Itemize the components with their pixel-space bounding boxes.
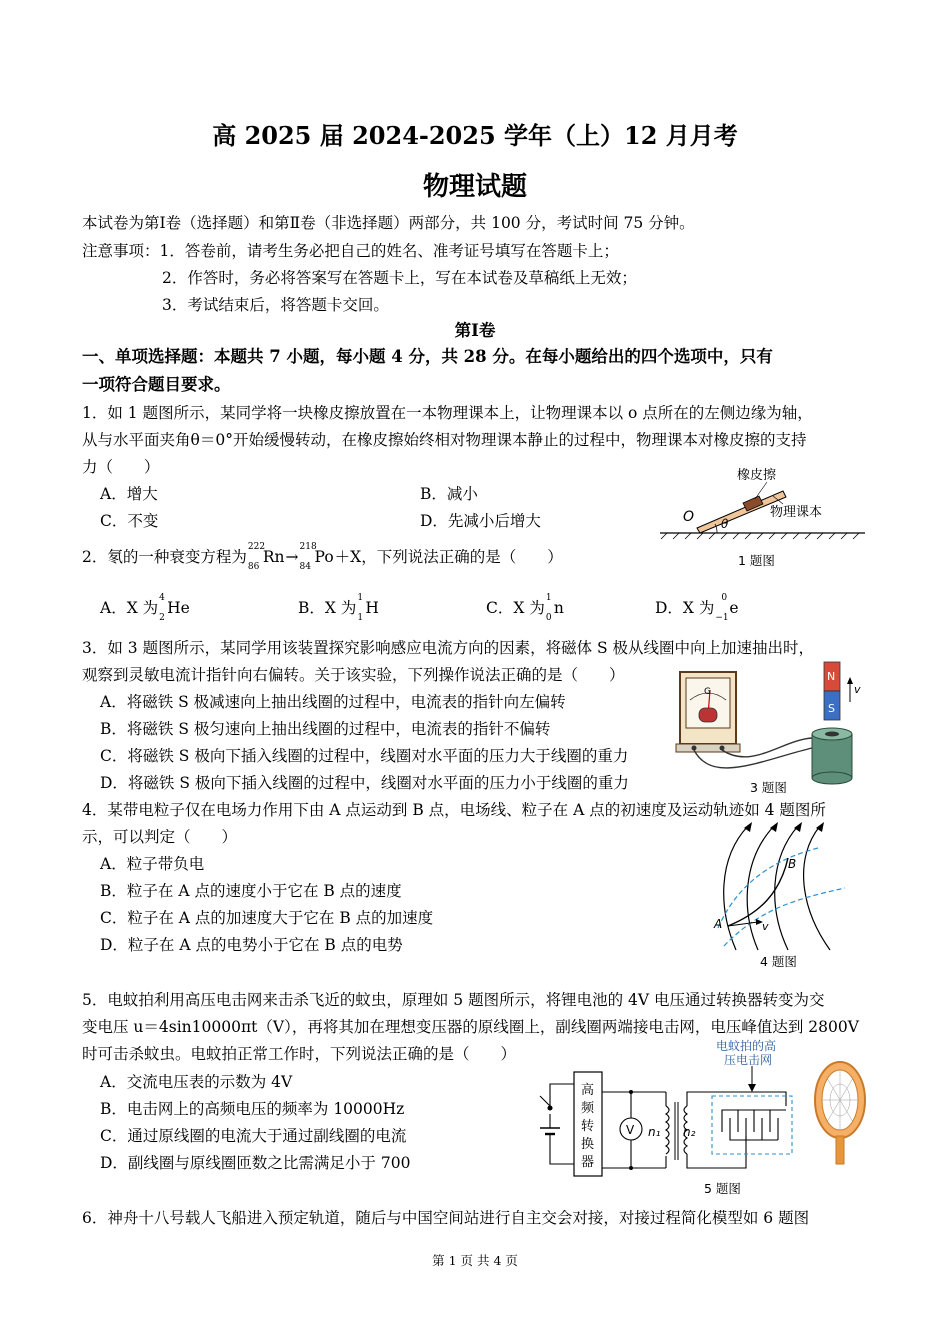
q4-line-2: 示，可以判定（ ）: [82, 828, 238, 846]
q3-caption: 3 题图: [750, 780, 787, 795]
label-n2: n₂: [683, 1125, 696, 1139]
eraser: [743, 496, 763, 511]
note-1: 1．答卷前，请考生务必把自己的姓名、准考证号填写在答题卡上；: [159, 242, 619, 260]
net-label-1: 电蚊拍的高: [716, 1039, 777, 1053]
notes-label: 注意事项：: [82, 242, 160, 260]
q2-suffix: ＋X，下列说法正确的是（ ）: [334, 548, 563, 566]
q2-option-c: [486, 593, 565, 623]
q2-prefix: 2．氡的一种衰变方程为: [82, 548, 247, 566]
label-o: O: [683, 509, 695, 525]
label-v: v: [762, 920, 769, 933]
voltmeter-label: V: [626, 1123, 635, 1137]
page-title: 高 2025 届 2024-2025 学年（上）12 月月考: [212, 121, 738, 150]
q3-option-b: B．将磁铁 S 极匀速向上抽出线圈的过程中，电流表的指针不偏转: [100, 720, 551, 738]
intro-line: 本试卷为第Ⅰ卷（选择题）和第Ⅱ卷（非选择题）两部分，共 100 分，考试时间 75 分钟。: [82, 214, 695, 232]
po-mass: 218: [299, 542, 317, 552]
q4-caption: 4 题图: [760, 954, 797, 969]
po-symbol: Po: [314, 548, 334, 566]
q2-option-a: [100, 593, 191, 623]
terminal: [720, 746, 725, 751]
q5-option-b: B．电击网上的高频电压的频率为 10000Hz: [100, 1100, 405, 1118]
q5-line-3: 时可击杀蚊虫。电蚊拍正常工作时，下列说法正确的是（ ）: [82, 1045, 517, 1063]
option-nuclide: [545, 593, 564, 623]
note-2: 2．作答时，务必将答案写在答题卡上，写在本试卷及草稿纸上无效；: [162, 269, 637, 287]
battery-switch: [540, 1084, 574, 1164]
coil: [812, 734, 852, 778]
mass-number: 1: [545, 593, 552, 603]
q1-option-a: A．增大: [100, 485, 158, 503]
section-heading-2: 一项符合题目要求。: [82, 375, 231, 394]
q4-figure: [700, 818, 860, 974]
label-n1: n₁: [648, 1125, 661, 1139]
option-nuclide: [357, 593, 379, 623]
label-b: B: [788, 857, 797, 871]
coil-bottom: [812, 772, 852, 784]
element-symbol: H: [365, 599, 379, 617]
atomic-number: 0: [545, 613, 552, 623]
q3-option-d: D．将磁铁 S 极向下插入线圈的过程中，线圈对水平面的压力小于线圈的重力: [100, 774, 629, 792]
q4-option-d: D．粒子在 A 点的电势小于它在 B 点的电势: [100, 936, 403, 954]
option-lead: D．X 为: [655, 599, 715, 617]
q4-option-b: B．粒子在 A 点的速度小于它在 B 点的速度: [100, 882, 402, 900]
element-symbol: e: [729, 599, 739, 617]
q1-option-b: B．减小: [420, 485, 478, 503]
converter-char: 器: [581, 1155, 595, 1170]
converter-char: 换: [581, 1137, 595, 1152]
rn-symbol: Rn: [262, 548, 285, 566]
arrow: →: [285, 548, 299, 566]
node: [629, 1166, 633, 1170]
converter-char: 转: [581, 1119, 595, 1134]
net-label-2: 压电击网: [724, 1053, 773, 1067]
q3-line-1: 3．如 3 题图所示，某同学用该装置探究影响感应电流方向的因素，将磁体 S 极从线圈中向上加速抽出时，: [82, 639, 815, 657]
option-nuclide: [159, 593, 190, 623]
q3-option-c: C．将磁铁 S 极向下插入线圈的过程中，线圈对水平面的压力大于线圈的重力: [100, 747, 629, 765]
q3-line-2: 观察到灵敏电流计指针向右偏转。关于该实验，下列操作说法正确的是（ ）: [82, 666, 625, 684]
equipotential-1: [718, 848, 818, 928]
label-n: N: [827, 670, 836, 683]
q1-line-1: 1．如 1 题图所示，某同学将一块橡皮擦放置在一本物理课本上，让物理课本以 o 点所在的左侧边缘为轴，: [82, 404, 813, 422]
racket-handle: [836, 1136, 844, 1164]
secondary-circuit: [684, 1092, 786, 1168]
galvanometer-base: [676, 744, 740, 752]
option-lead: A．X 为: [100, 599, 159, 617]
field-arrowheads: [744, 822, 824, 832]
converter-char: 高: [581, 1083, 595, 1098]
node: [629, 1090, 633, 1094]
po-nuclide: [299, 542, 334, 572]
atomic-number: 1: [357, 613, 364, 623]
label-s: S: [828, 702, 835, 715]
converter-char: 频: [581, 1101, 595, 1116]
q4-line-1: 4．某带电粒子仅在电场力作用下由 A 点运动到 B 点，电场线、粒子在 A 点的初速度及运动轨迹如 4 题图所: [82, 801, 826, 819]
label-theta: θ: [721, 517, 729, 531]
converter-label: [581, 1082, 595, 1170]
q1-line-3: 力（ ）: [82, 458, 160, 476]
q5-option-c: C．通过原线圈的电流大于通过副线圈的电流: [100, 1127, 407, 1145]
q5-option-d: D．副线圈与原线圈匝数之比需满足小于 700: [100, 1154, 411, 1172]
q1-option-c: C．不变: [100, 512, 159, 530]
q1-option-d: D．先减小后增大: [420, 512, 541, 530]
element-symbol: n: [553, 599, 564, 617]
q4-option-c: C．粒子在 A 点的加速度大于它在 B 点的加速度: [100, 909, 434, 927]
q5-line-2: 变电压 u＝4sin10000πt（V），再将其加在理想变压器的原线圈上，副线圈两端接电击网，电压峰值达到 2800V: [82, 1018, 859, 1036]
q2-stem: [82, 542, 563, 572]
label-v: v: [854, 683, 861, 696]
label-book: 物理课本: [770, 505, 823, 520]
q6-line-1: 6．神舟十八号载人飞船进入预定轨道，随后与中国空间站进行自主交会对接，对接过程简化模型如 6 题图: [82, 1209, 810, 1227]
po-z: 84: [299, 562, 311, 572]
page-number: 第 1 页 共 4 页: [432, 1253, 518, 1268]
trajectory: [728, 858, 788, 926]
coil-hole: [825, 732, 839, 737]
page-subtitle: 物理试题: [422, 172, 527, 202]
note-3: 3．考试结束后，将答题卡交回。: [162, 296, 389, 314]
ground-hatch: [661, 533, 859, 539]
option-nuclide: [715, 593, 739, 623]
q3-option-a: A．将磁铁 S 极减速向上抽出线圈的过程中，电流表的指针向左偏转: [100, 693, 566, 711]
section-label: 第Ⅰ卷: [454, 321, 496, 340]
option-lead: C．X 为: [486, 599, 545, 617]
equipotential-2: [724, 888, 845, 946]
label-a: A: [714, 917, 723, 931]
atomic-number: 2: [159, 613, 165, 623]
q5-figure: [536, 1036, 872, 1201]
q2-option-d: [655, 593, 740, 623]
mass-number: 0: [721, 593, 728, 603]
racket-mesh: [822, 1070, 858, 1130]
q1-line-2: 从与水平面夹角θ＝0°开始缓慢转动，在橡皮擦始终相对物理课本静止的过程中，物理课本对橡皮擦的支持: [82, 431, 807, 449]
q1-caption: 1 题图: [738, 553, 775, 568]
section-heading-1: 一、单项选择题：本题共 7 小题，每小题 4 分，共 28 分。在每小题给出的四个选项中，只有: [82, 347, 773, 366]
net-pointer-head: [748, 1084, 756, 1092]
q2-option-b: [298, 593, 380, 623]
electric-net: [722, 1110, 786, 1140]
q5-line-1: 5．电蚊拍利用高压电击网来击杀飞近的蚊虫，原理如 5 题图所示，将锂电池的 4V 电压通过转换器转变为交: [82, 991, 825, 1009]
rn-nuclide: [247, 542, 285, 572]
rn-mass: 222: [247, 542, 266, 552]
mass-number: 1: [357, 593, 364, 603]
option-lead: B．X 为: [298, 599, 357, 617]
q5-option-a: A．交流电压表的示数为 4V: [100, 1073, 293, 1091]
terminal: [692, 746, 697, 751]
q3-figure: [672, 660, 867, 800]
galvanometer-magnet: [699, 708, 717, 722]
eraser-pointer: [755, 482, 767, 499]
rn-z: 86: [247, 562, 260, 572]
atomic-number: −1: [715, 613, 729, 623]
label-eraser: 橡皮擦: [737, 468, 777, 483]
net-box: [712, 1096, 792, 1154]
element-symbol: He: [167, 599, 190, 617]
q1-figure: [655, 460, 870, 570]
q4-option-a: A．粒子带负电: [100, 855, 205, 873]
velocity-arrowhead: [847, 677, 853, 684]
label-g: G: [704, 687, 711, 697]
q5-caption: 5 题图: [704, 1181, 741, 1196]
notes-block: [82, 240, 619, 262]
mass-number: 4: [159, 593, 165, 603]
